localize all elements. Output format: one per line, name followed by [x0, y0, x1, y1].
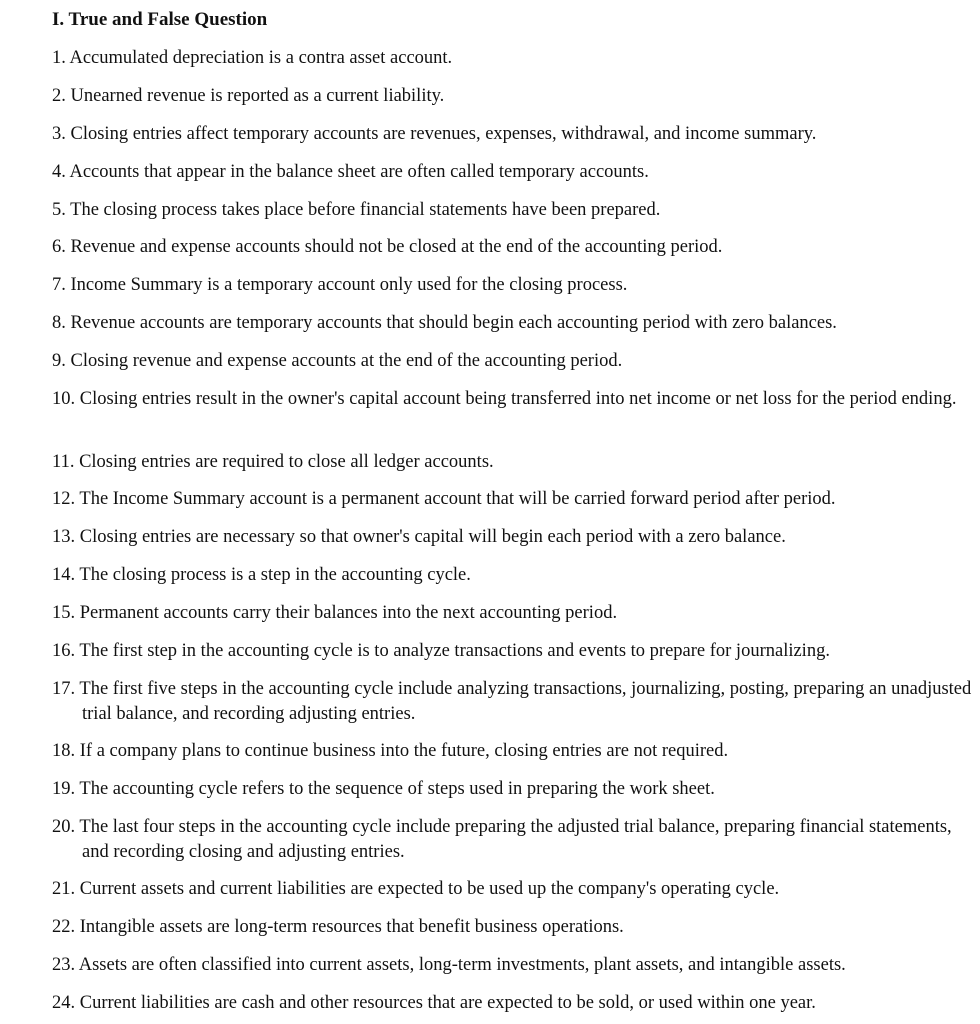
question-number: 2.	[52, 86, 66, 106]
question-item	[52, 563, 942, 588]
question-text: Closing revenue and expense accounts at the end of the accounting period.	[70, 351, 623, 371]
question-text: Income Summary is a temporary account only used for the closing process.	[70, 275, 628, 295]
question-item	[52, 273, 942, 298]
question-text: Assets are often classified into current assets, long-term investments, plant assets, and intangible assets.	[78, 955, 846, 975]
question-item	[52, 677, 972, 727]
question-number: 13.	[52, 527, 76, 547]
question-text: The closing process is a step in the accounting cycle.	[79, 565, 471, 585]
question-number: 12.	[52, 489, 76, 509]
question-item	[52, 198, 942, 223]
question-number: 20.	[52, 817, 76, 837]
question-item	[52, 953, 942, 978]
question-item	[52, 601, 942, 626]
question-number: 3.	[52, 124, 66, 144]
question-number: 18.	[52, 741, 76, 761]
question-item	[52, 739, 942, 764]
question-text: The accounting cycle refers to the sequence of steps used in preparing the work sheet.	[79, 779, 715, 799]
question-item	[52, 349, 942, 374]
question-text: Unearned revenue is reported as a current liability.	[70, 86, 445, 106]
question-item	[52, 311, 942, 336]
section-heading: I. True and False Question	[52, 9, 268, 30]
question-text: The first step in the accounting cycle is to analyze transactions and events to prepare for journalizing.	[79, 641, 830, 661]
question-number: 5.	[52, 200, 66, 220]
question-item	[52, 122, 942, 147]
question-text: The first five steps in the accounting cycle include analyzing transactions, journalizing, posting, preparing an unadjusted trial balance, and recording adjusting entries.	[79, 679, 972, 724]
question-number: 1.	[52, 48, 66, 68]
question-text: The closing process takes place before financial statements have been prepared.	[70, 200, 661, 220]
question-item	[52, 235, 942, 260]
question-item	[52, 639, 942, 664]
question-text: Revenue and expense accounts should not be closed at the end of the accounting period.	[70, 237, 723, 257]
question-number: 4.	[52, 162, 66, 182]
question-item	[52, 915, 942, 940]
question-text: Current assets and current liabilities are expected to be used up the company's operating cycle.	[79, 879, 780, 899]
question-number: 9.	[52, 351, 66, 371]
question-item	[52, 387, 972, 412]
question-text: Closing entries are required to close all ledger accounts.	[79, 452, 494, 472]
question-text: Closing entries result in the owner's capital account being transferred into net income or net loss for the period ending.	[79, 389, 957, 409]
question-number: 10.	[52, 389, 76, 409]
question-text: Intangible assets are long-term resources that benefit business operations.	[79, 917, 624, 937]
question-number: 23.	[52, 955, 76, 975]
question-item	[52, 815, 972, 865]
question-number: 19.	[52, 779, 76, 799]
question-text: Revenue accounts are temporary accounts that should begin each accounting period with zero balances.	[70, 313, 837, 333]
question-text: If a company plans to continue business into the future, closing entries are not required.	[79, 741, 729, 761]
question-number: 24.	[52, 993, 76, 1013]
question-item	[52, 84, 942, 109]
question-number: 8.	[52, 313, 66, 333]
question-item	[52, 991, 942, 1016]
question-text: Permanent accounts carry their balances into the next accounting period.	[79, 603, 618, 623]
question-item	[52, 777, 942, 802]
question-item	[52, 487, 942, 512]
question-number: 14.	[52, 565, 76, 585]
question-number: 17.	[52, 679, 76, 699]
question-text: Closing entries are necessary so that owner's capital will begin each period with a zero balance.	[79, 527, 786, 547]
question-item	[52, 160, 942, 185]
question-number: 7.	[52, 275, 66, 295]
question-text: Current liabilities are cash and other resources that are expected to be sold, or used within one year.	[79, 993, 816, 1013]
question-text: The last four steps in the accounting cycle include preparing the adjusted trial balance, preparing financial statements, and recording closing and adjusting entries.	[79, 817, 952, 862]
question-item	[52, 46, 942, 71]
question-number: 22.	[52, 917, 76, 937]
question-item	[52, 525, 942, 550]
question-item	[52, 450, 942, 475]
question-number: 21.	[52, 879, 76, 899]
question-number: 15.	[52, 603, 76, 623]
question-text: Closing entries affect temporary accounts are revenues, expenses, withdrawal, and income summary.	[70, 124, 817, 144]
question-text: Accumulated depreciation is a contra asset account.	[69, 48, 453, 68]
question-text: The Income Summary account is a permanent account that will be carried forward period after period.	[79, 489, 836, 509]
question-number: 11.	[52, 452, 75, 472]
question-number: 16.	[52, 641, 76, 661]
question-number: 6.	[52, 237, 66, 257]
question-text: Accounts that appear in the balance sheet are often called temporary accounts.	[69, 162, 649, 182]
question-item	[52, 877, 942, 902]
